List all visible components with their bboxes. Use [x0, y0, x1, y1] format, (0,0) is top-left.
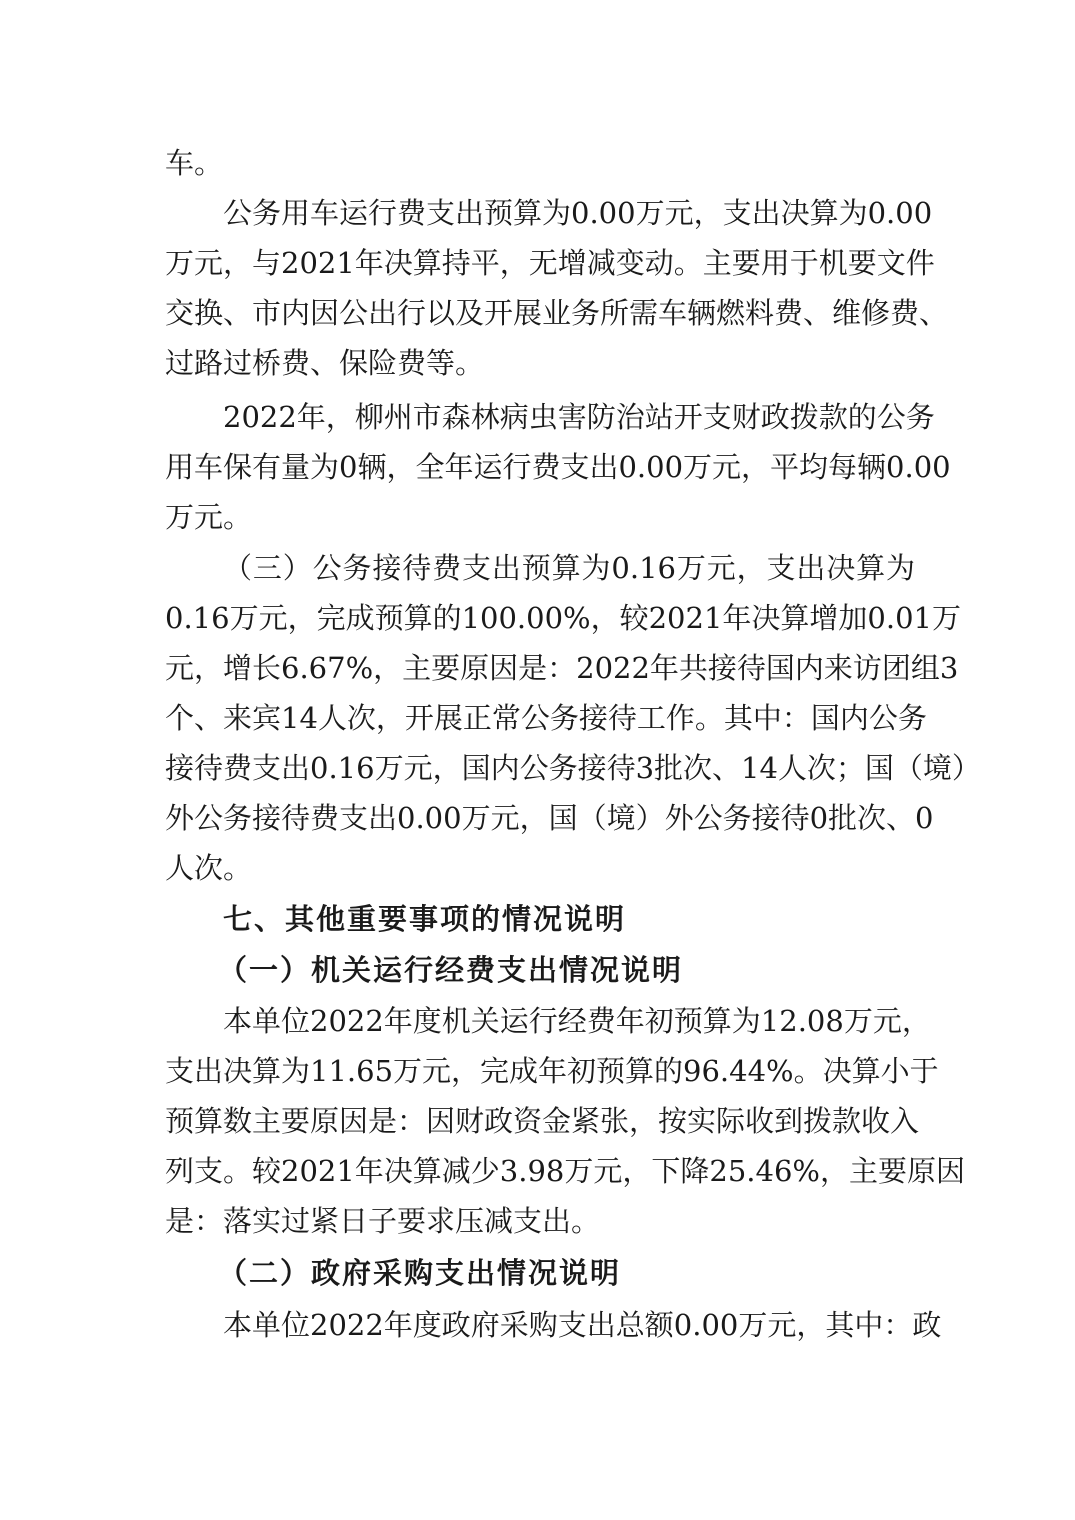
- subsection-heading: （一）机关运行经费支出情况说明: [218, 953, 684, 987]
- paragraph-line: 元，增长6.67%，主要原因是：2022年共接待国内来访团组3: [165, 651, 959, 685]
- paragraph-line: 用车保有量为0辆，全年运行费支出0.00万元，平均每辆0.00: [165, 450, 951, 484]
- paragraph-line: 万元，与2021年决算持平，无增减变动。主要用于机要文件: [165, 246, 935, 280]
- paragraph-line: 人次。: [165, 851, 253, 885]
- paragraph-line: 列支。较2021年决算减少3.98万元，下降25.46%，主要原因: [165, 1154, 965, 1188]
- section-heading: 七、其他重要事项的情况说明: [223, 902, 627, 936]
- paragraph-line: 个、来宾14人次，开展正常公务接待工作。其中：国内公务: [165, 701, 927, 735]
- paragraph-line: 万元。: [165, 500, 253, 534]
- paragraph-line: 支出决算为11.65万元，完成年初预算的96.44%。决算小于: [165, 1054, 939, 1088]
- paragraph-line: 接待费支出0.16万元，国内公务接待3批次、14人次；国（境）: [165, 751, 981, 785]
- paragraph-line: 0.16万元，完成预算的100.00%，较2021年决算增加0.01万: [165, 601, 961, 635]
- paragraph-line: 预算数主要原因是：因财政资金紧张，按实际收到拨款收入: [165, 1104, 920, 1138]
- paragraph-line: 本单位2022年度机关运行经费年初预算为12.08万元，: [223, 1004, 931, 1038]
- subsection-heading: （二）政府采购支出情况说明: [218, 1256, 622, 1290]
- paragraph-line: （三）公务接待费支出预算为0.16万元，支出决算为: [223, 551, 915, 585]
- paragraph-line: 车。: [165, 146, 224, 180]
- paragraph-line: 公务用车运行费支出预算为0.00万元，支出决算为0.00: [223, 196, 933, 230]
- paragraph-line: 是：落实过紧日子要求压减支出。: [165, 1204, 601, 1238]
- paragraph-line: 交换、市内因公出行以及开展业务所需车辆燃料费、维修费、: [165, 296, 949, 330]
- paragraph-line: 2022年，柳州市森林病虫害防治站开支财政拨款的公务: [223, 400, 935, 434]
- paragraph-line: 本单位2022年度政府采购支出总额0.00万元，其中：政: [223, 1308, 942, 1342]
- paragraph-line: 外公务接待费支出0.00万元，国（境）外公务接待0批次、0: [165, 801, 934, 835]
- paragraph-line: 过路过桥费、保险费等。: [165, 346, 485, 380]
